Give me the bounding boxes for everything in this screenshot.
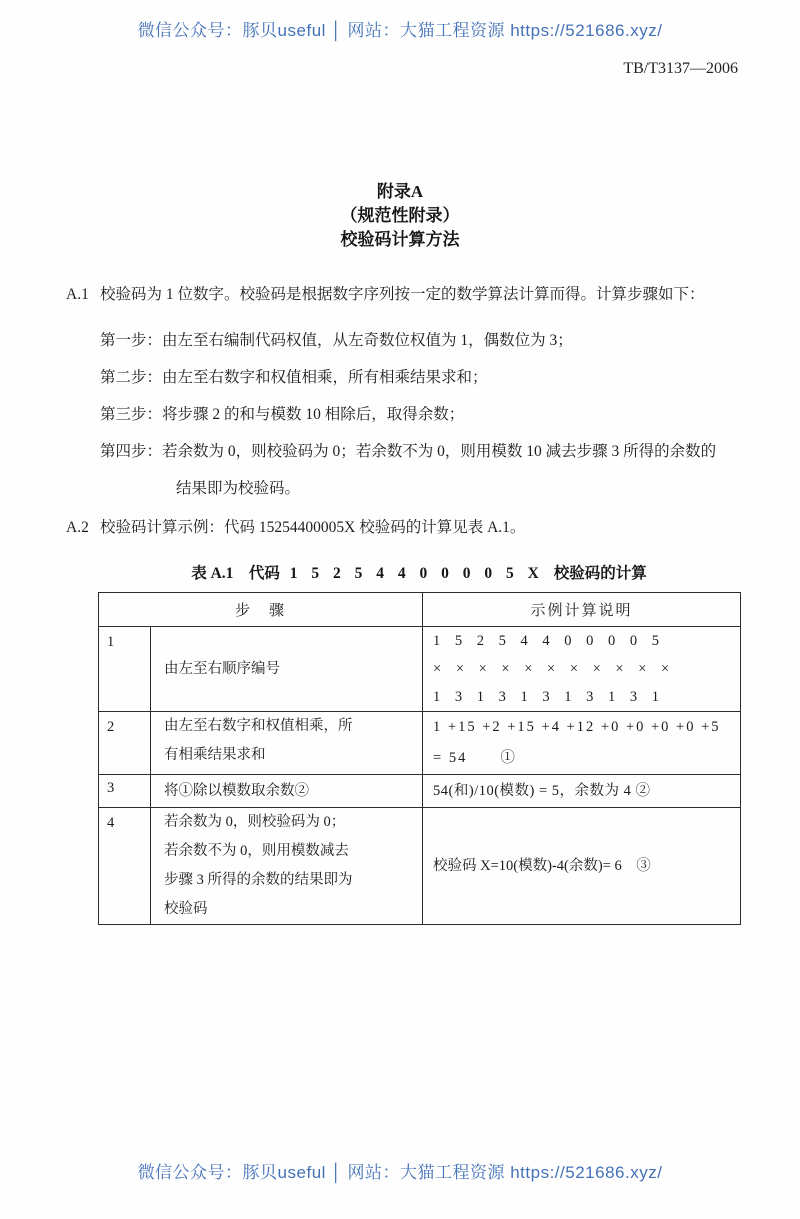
appendix-title-line3: 校验码计算方法: [340, 230, 460, 249]
table-row: [99, 712, 741, 775]
step-2: 第二步：由左至右数字和权值相乘，所有相乘结果求和；: [100, 369, 488, 386]
paragraph-a2: [66, 516, 742, 539]
row-number: 1: [99, 627, 151, 712]
row-example: [423, 712, 741, 775]
row-step-description: [151, 712, 423, 775]
row-number: 2: [99, 712, 151, 775]
table-caption-suffix: 校验码的计算: [553, 565, 647, 582]
standard-number: TB/T3137—2006: [623, 60, 738, 77]
clause-a2-label: A.2: [66, 519, 89, 536]
step-text: 若余数为 0，则校验码为 0；: [164, 814, 346, 830]
row-example: [423, 627, 741, 712]
table-caption: [98, 561, 740, 583]
row-step-description: [151, 808, 423, 925]
step-text: 校验码: [164, 901, 208, 917]
table-header-row: [99, 593, 741, 627]
row-number: 3: [99, 775, 151, 808]
clause-a2-text: 校验码计算示例：代码 15254400005X 校验码的计算见表 A.1。: [100, 519, 526, 536]
header-cell-example: 示例计算说明: [423, 593, 741, 627]
step-text: 将①除以模数取余数②: [164, 782, 309, 799]
step-text: 由左至右顺序编号: [164, 660, 280, 677]
table-caption-code-digits: 1 5 2 5 4 4 0 0 0 0 5 X: [289, 565, 544, 582]
clause-a1-label: A.1: [66, 286, 89, 303]
step-text: 步骤 3 所得的余数的结果即为: [164, 872, 353, 888]
example-sum-line: 1 +15 +2 +15 +4 +12 +0 +0 +0 +0 +5: [433, 719, 721, 735]
appendix-title-line1: 附录A: [376, 182, 424, 201]
step-1: 第一步：由左至右编制代码权值，从左奇数位权值为 1，偶数位为 3；: [100, 332, 573, 349]
row-example: [423, 775, 741, 808]
example-multiply-line: × × × × × × × × × × ×: [433, 661, 675, 677]
step-3: 第三步：将步骤 2 的和与模数 10 相除后，取得余数；: [100, 406, 465, 423]
example-result-line: = 54 ①: [433, 750, 517, 766]
table-caption-prefix: 表 A.1 代码: [191, 565, 280, 582]
step-text: 由左至右数字和权值相乘，所: [164, 718, 353, 734]
example-digits-line: 1 5 2 5 4 4 0 0 0 0 5: [433, 633, 665, 649]
row-example: [423, 808, 741, 925]
header-cell-step: 步 骤: [99, 593, 423, 627]
body-content: [66, 283, 742, 539]
example-checkdigit-line: 校验码 X=10(模数)-4(余数)= 6 ③: [433, 857, 651, 874]
check-digit-calculation-table: [98, 592, 741, 925]
table-row: [99, 808, 741, 925]
calculation-steps: [100, 322, 742, 507]
row-step-description: [151, 775, 423, 808]
paragraph-a1: [66, 283, 742, 306]
example-weights-line: 1 3 1 3 1 3 1 3 1 3 1: [433, 689, 665, 705]
example-remainder-line: 54(和)/10(模数) = 5，余数为 4 ②: [433, 782, 651, 799]
watermark-footer: 微信公众号：豚贝useful │ 网站：大猫工程资源 https://521686.xyz/: [137, 1163, 663, 1182]
row-number: 4: [99, 808, 151, 925]
step-text: 有相乘结果求和: [164, 747, 266, 763]
table-row: [99, 775, 741, 808]
clause-a1-text: 校验码为 1 位数字。校验码是根据数字序列按一定的数学算法计算而得。计算步骤如下：: [100, 286, 705, 303]
watermark-header: 微信公众号：豚贝useful │ 网站：大猫工程资源 https://521686.xyz/: [137, 21, 663, 40]
row-step-description: [151, 627, 423, 712]
table-row: [99, 627, 741, 712]
step-4: 第四步：若余数为 0，则校验码为 0；若余数不为 0，则用模数 10 减去步骤 3 所得的余数的: [100, 443, 717, 460]
appendix-title: [0, 180, 800, 252]
step-text: 若余数不为 0，则用模数减去: [164, 843, 349, 859]
step-4-continuation: 结果即为校验码。: [176, 480, 301, 497]
appendix-title-line2: （规范性附录）: [340, 206, 460, 225]
